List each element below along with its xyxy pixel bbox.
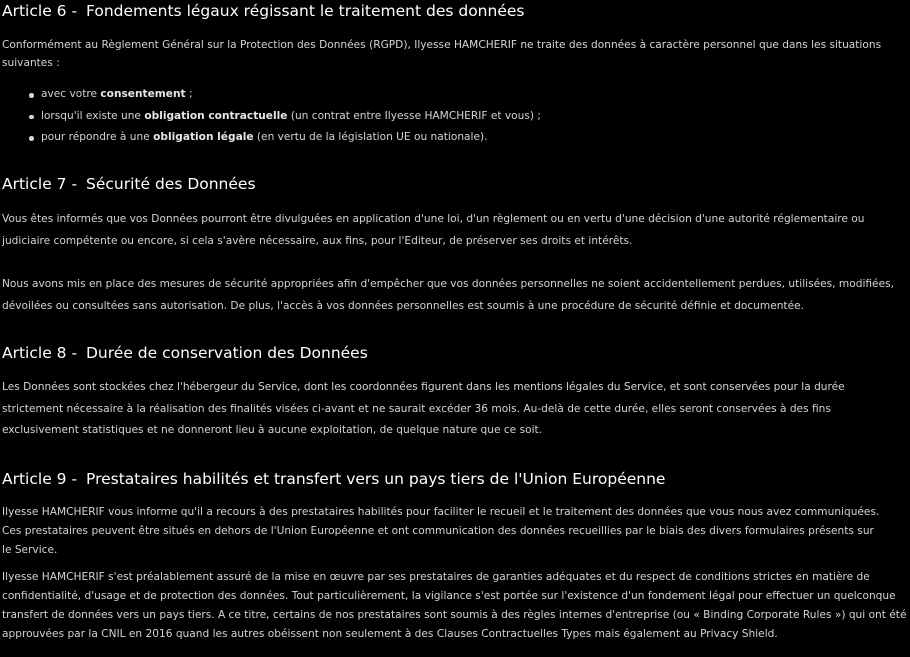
article-9-heading — [2, 468, 665, 490]
article-8-paragraph-1: Les Données sont stockées chez l'hébergeur du Service, dont les coordonnées figurent dans les mentions légales du Service, et sont conservées pour la durée strictement nécessaire à la réalisation des finalités visées ci-avant et ne saurait excéder 36 mois. Au-delà de cette durée, elles seront conservées à des fins exclusivement statistiques et ne donneront lieu à aucune exploitation, de quelque nature que ce soit. — [2, 381, 845, 436]
article-7-paragraph-1: Vous êtes informés que vos Données pourront être divulguées en application d'une loi, d'un règlement ou en vertu d'une décision d'une autorité réglementaire ou judiciaire compétente ou encore, si cela s'avère nécessaire, aux fins, pour l'Editeur, de préserver ses droits et intérêts. — [2, 213, 865, 247]
article-number: Article 6 - — [2, 2, 78, 20]
article-6-intro: Conformément au Règlement Général sur la Protection des Données (RGPD), Ilyesse HAMCHERIF ne traite des données à caractère personnel que dans les situations suivantes : — [2, 39, 882, 69]
article-number: Article 7 - — [2, 175, 78, 193]
article-number: Article 8 - — [2, 344, 78, 362]
article-title: Durée de conservation des Données — [86, 344, 368, 362]
article-8-heading — [2, 342, 368, 364]
article-7-paragraph-2: Nous avons mis en place des mesures de sécurité appropriées afin d'empêcher que vos données personnelles ne soient accidentellement perdues, utilisées, modifiées, dévoilées ou consultées sans autorisation. De plus, l'accès à vos données personnelles est soumis à une procédure de sécurité définie et documentée. — [2, 278, 894, 312]
article-title: Fondements légaux régissant le traitement des données — [86, 2, 525, 20]
list-item: avec votre consentement ; — [41, 84, 541, 106]
article-9-paragraph-2: Ilyesse HAMCHERIF s'est préalablement assuré de la mise en œuvre par ses prestataires de garanties adéquates et du respect de conditions strictes en matière de confidentialité, d'usage et de protection des données. Tout particulièrement, la vigilance s'est portée sur l'existence d'un fondement légal pour effectuer un quelconque transfert de données vers un pays tiers. A ce titre, certains de nos prestataires sont soumis à des règles internes d'entreprise (ou « Binding Corporate Rules ») qui ont été approuvées par la CNIL en 2016 quand les autres obéissent non seulement à des Clauses Contractuelles Types mais également au Privacy Shield. — [2, 571, 907, 640]
article-title: Prestataires habilités et transfert vers un pays tiers de l'Union Européenne — [86, 470, 666, 488]
list-item: lorsqu'il existe une obligation contractuelle (un contrat entre Ilyesse HAMCHERIF et vous) ; — [41, 106, 541, 128]
article-number: Article 9 - — [2, 470, 78, 488]
article-7-heading — [2, 173, 256, 195]
legal-basis-list — [2, 84, 541, 149]
article-title: Sécurité des Données — [86, 175, 256, 193]
article-9-paragraph-1: Ilyesse HAMCHERIF vous informe qu'il a recours à des prestataires habilités pour faciliter le recueil et le traitement des données que vous nous avez communiquées. Ces prestataires peuvent être situés en dehors de l'Union Européenne et ont communication des données recueillies par le biais des divers formulaires présents sur le Service. — [2, 506, 880, 556]
list-item: pour répondre à une obligation légale (en vertu de la législation UE ou nationale). — [41, 127, 541, 149]
article-6-heading — [2, 0, 524, 22]
